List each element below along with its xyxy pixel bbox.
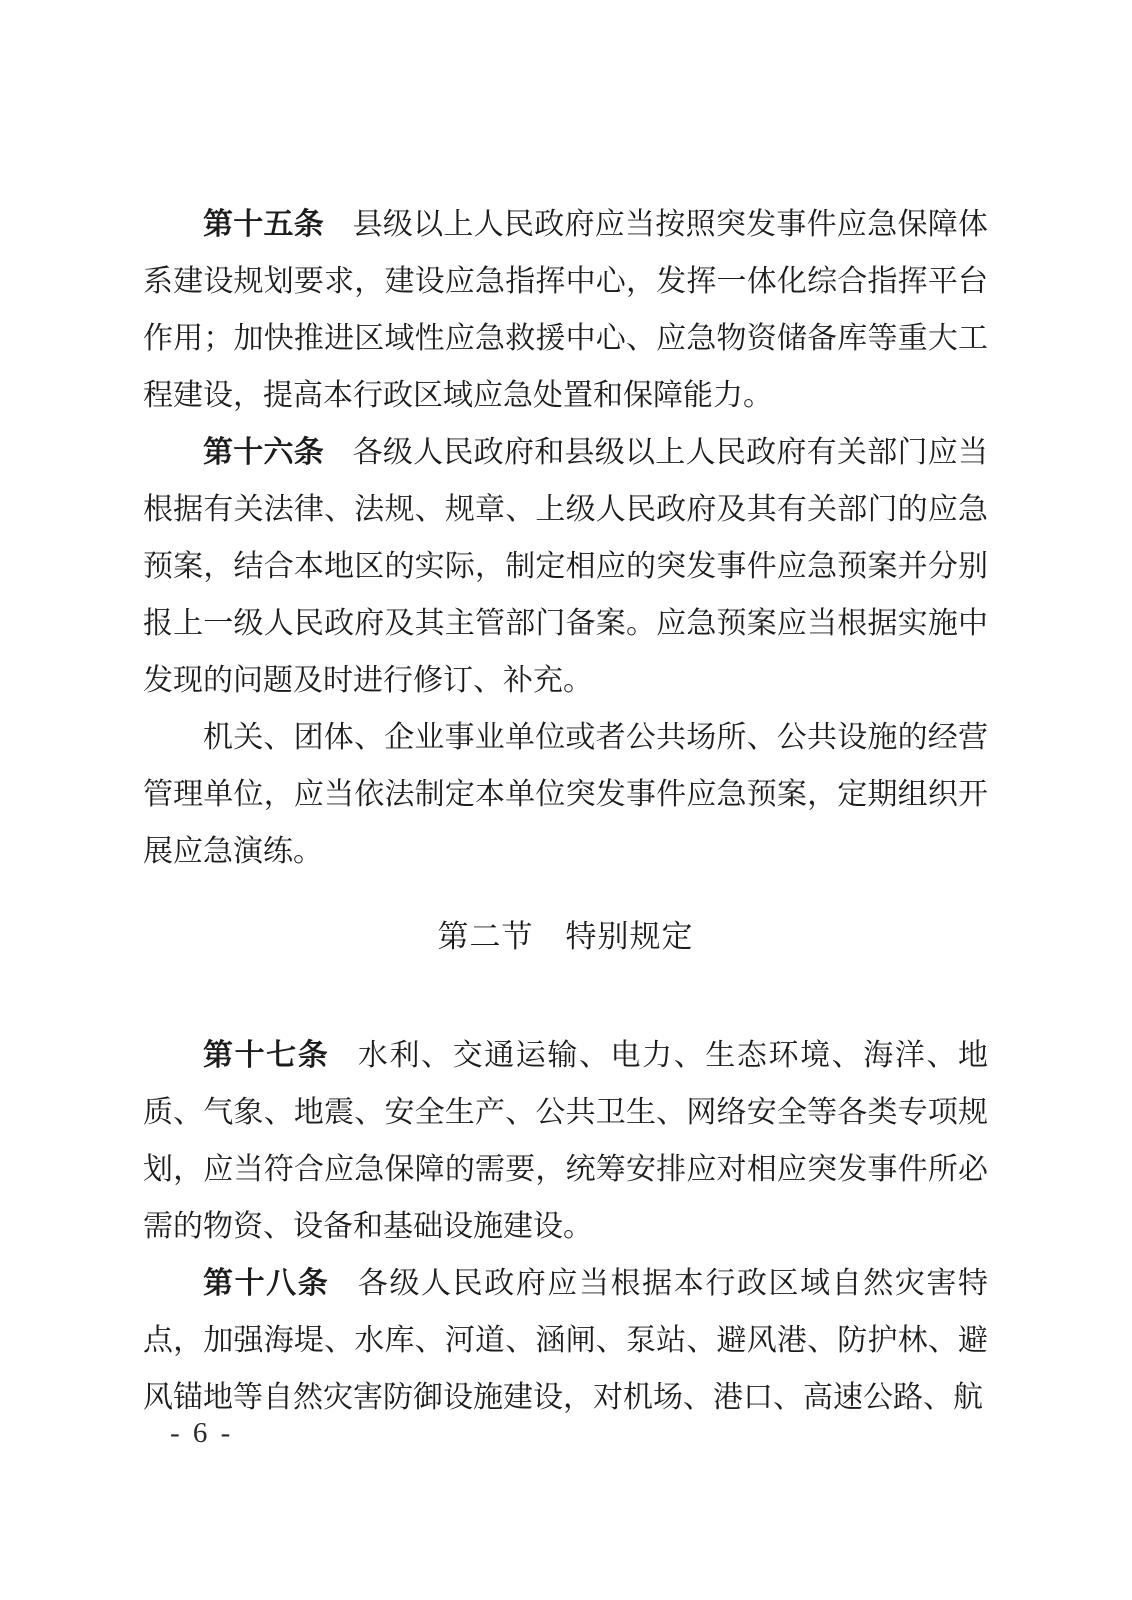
article-16-paragraph-2-text: 机关、团体、企业事业单位或者公共场所、公共设施的经营管理单位，应当依法制定本单位突发事件应急预案，定期组织开展应急演练。: [143, 721, 988, 868]
article-16-paragraph-2: [143, 709, 988, 880]
article-18-paragraph: [143, 1255, 988, 1426]
article-18-text: 各级人民政府应当根据本行政区域自然灾害特点，加强海堤、水库、河道、涵闸、泵站、避风港、防护林、避风锚地等自然灾害防御设施建设，对机场、港口、高速公路、航: [143, 1267, 989, 1414]
article-15-paragraph: [143, 196, 988, 424]
article-18-number: 第十八条: [203, 1267, 330, 1300]
article-16-number: 第十六条: [203, 436, 325, 469]
article-17-number: 第十七条: [203, 1039, 330, 1072]
section-heading: 第二节 特别规定: [437, 919, 694, 954]
article-17-text: 水利、交通运输、电力、生态环境、海洋、地质、气象、地震、安全生产、公共卫生、网络安全等各类专项规划，应当符合应急保障的需要，统筹安排应对相应突发事件所必需的物资、设备和基础设施建设。: [143, 1039, 989, 1243]
article-15-text: 县级以上人民政府应当按照突发事件应急保障体系建设规划要求，建设应急指挥中心，发挥一体化综合指挥平台作用；加快推进区域性应急救援中心、应急物资储备库等重大工程建设，提高本行政区域应急处置和保障能力。: [143, 208, 989, 412]
article-17-paragraph: [143, 1027, 988, 1255]
article-16-text: 各级人民政府和县级以上人民政府有关部门应当根据有关法律、法规、规章、上级人民政府及其有关部门的应急预案，结合本地区的实际，制定相应的突发事件应急预案并分别报上一级人民政府及其主管部门备案。应急预案应当根据实施中发现的问题及时进行修订、补充。: [143, 436, 989, 697]
article-16-paragraph: [143, 424, 988, 709]
document-body: [143, 196, 988, 1426]
article-15-number: 第十五条: [203, 208, 325, 241]
page-number: - 6 -: [170, 1417, 234, 1449]
